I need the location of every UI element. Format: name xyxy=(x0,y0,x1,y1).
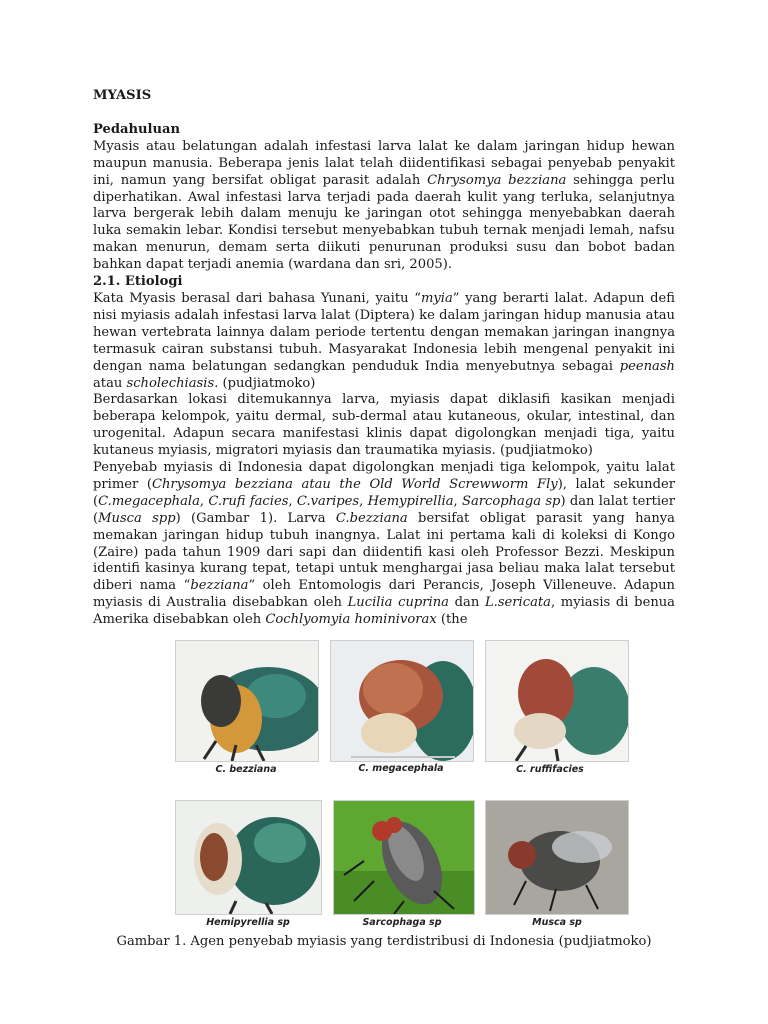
label-c-ruffifacies: C. ruffifacies xyxy=(516,764,584,775)
intro-paragraph: Myasis atau belatungan adalah infestasi larva lalat ke dalam jaringan hidup hewan maupun manusia. Beberapa jenis lalat telah diidentifikasi sebagai penyebab penyakit ini, namun yang bersifat obligat parasit adalah Chrysomya bezziana sehingga perlu diperhatikan. Awal infestasi larva terjadi pada daerah kulit yang terluka, selanjutnya larva bergerak lebih dalam menuju ke jaringan otot sehingga menyebabkan daerah luka semakin lebar. Kondisi tersebut menyebabkan tubuh ternak menjadi lemah, nafsu makan menurun, demam serta diikuti penurunan produksi susu dan bobot badan bahkan dapat terjadi anemia (wardana dan sri, 2005). xyxy=(93,138,675,273)
etiologi-paragraph-1: Kata Myasis berasal dari bahasa Yunani, yaitu “myia” yang berarti lalat. Adapun defi nisi myiasis adalah infestasi larva lalat (Diptera) ke dalam jaringan hidup manusia atau hewan vertebrata lainnya dalam periode tertentu dengan memakan jaringan inangnya termasuk cairan substansi tubuh. Masyarakat Indonesia lebih mengenal penyakit ini dengan nama belatungan sedangkan penduduk India menyebutnya sebagai peenash atau scholechiasis. (pudjiatmoko) xyxy=(93,290,675,391)
etiologi-paragraph-3: Penyebab myiasis di Indonesia dapat digolongkan menjadi tiga kelompok, yaitu lalat primer (Chrysomya bezziana atau the Old World Screwworm Fly), lalat sekunder (C.megacephala, C.rufi facies, C.varipes, Hemypirellia, Sarcophaga sp) dan lalat tertier (Musca spp) (Gambar 1). Larva C.bezziana bersifat obligat parasit yang hanya memakan jaringan hidup tubuh inangnya. Lalat ini pertama kali di koleksi di Kongo (Zaire) pada tahun 1909 dari sapi dan diidentifi kasi oleh Professor Bezzi. Meskipun identifi kasinya kurang tepat, tetapi untuk menghargai jasa beliau maka lalat tersebut diberi nama “bezziana” oleh Entomologis dari Perancis, Joseph Villeneuve. Adapun myiasis di Australia disebabkan oleh Lucilia cuprina dan L.sericata, myiasis di benua Amerika disebabkan oleh Cochlyomyia hominivorax (the xyxy=(93,460,676,628)
intro-heading: Pedahuluan xyxy=(93,121,181,137)
photo-musca xyxy=(485,800,629,915)
etiologi-paragraph-2: Berdasarkan lokasi ditemukannya larva, myiasis dapat diklasifi kasikan menjadi beberapa kelompok, yaitu dermal, sub-dermal atau kutaneous, okular, intestinal, dan urogenital. Adapun secara manifestasi klinis dapat digolongkan menjadi tiga, yaitu kutaneus myiasis, migratori myiasis dan traumatika myiasis. (pudjiatmoko) xyxy=(93,392,675,459)
label-c-megacephala: C. megacephala xyxy=(358,763,444,774)
photo-sarcophaga xyxy=(333,800,475,915)
figure-caption: Gambar 1. Agen penyebab myiasis yang terdistribusi di Indonesia (pudjiatmoko) xyxy=(116,934,652,949)
label-c-bezziana: C. bezziana xyxy=(215,764,277,775)
document-title: MYASIS xyxy=(93,88,152,103)
photo-hemipyrellia xyxy=(175,800,322,915)
label-musca: Musca sp xyxy=(532,917,582,928)
photo-c-ruffifacies xyxy=(485,640,629,762)
photo-c-bezziana xyxy=(175,640,319,762)
label-sarcophaga: Sarcophaga sp xyxy=(362,917,442,928)
photo-c-megacephala xyxy=(330,640,474,762)
label-hemipyrellia: Hemipyrellia sp xyxy=(206,917,290,928)
etiologi-heading: 2.1. Etiologi xyxy=(93,274,183,290)
